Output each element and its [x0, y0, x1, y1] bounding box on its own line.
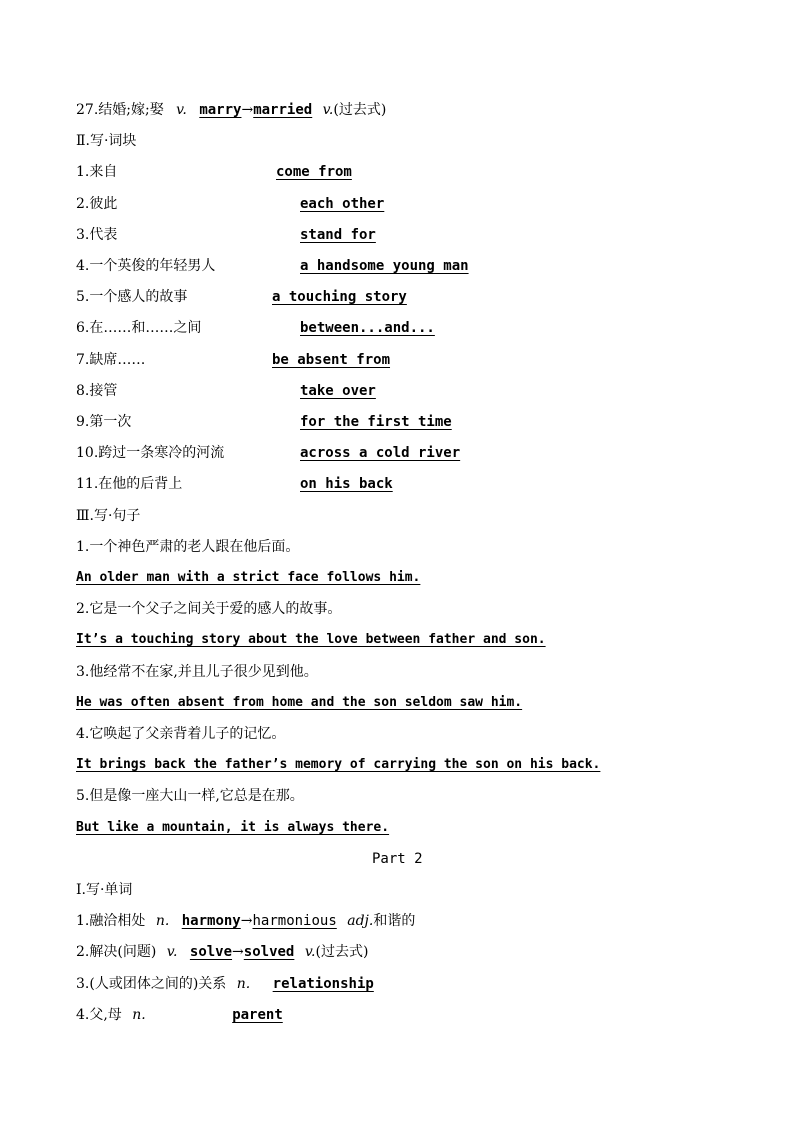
sentence-prompt: 3.他经常不在家,并且儿子很少见到他。: [76, 664, 318, 680]
pos-tag: v.: [166, 944, 178, 960]
answer-word: solved: [243, 944, 295, 960]
sentence-answer: It’s a touching story about the love between father and son.: [76, 632, 546, 647]
vocab-item: [76, 911, 415, 931]
phrase-answer: between...and...: [300, 320, 435, 336]
vocab-item: [76, 942, 368, 962]
phrase-answer: be absent from: [272, 352, 391, 368]
note: (过去式): [333, 102, 387, 118]
sentence-answer: An older man with a strict face follows him.: [76, 570, 421, 585]
phrase-label: 11.在他的后背上: [76, 476, 183, 492]
item-label: 27.结婚;嫁;娶: [76, 102, 164, 118]
arrow-icon: →: [232, 944, 244, 960]
pos-tag: v.: [304, 944, 316, 960]
phrase-label: 7.缺席……: [76, 352, 146, 368]
item-label: 3.(人或团体之间的)关系: [76, 976, 227, 992]
vocab-item: [76, 974, 374, 994]
phrase-label: 6.在……和……之间: [76, 320, 202, 336]
section-title: Ⅲ.写·句子: [76, 508, 141, 524]
phrase-answer: take over: [300, 383, 376, 399]
phrase-answer: a handsome young man: [300, 258, 469, 274]
phrase-label: 3.代表: [76, 227, 118, 243]
phrase-label: 2.彼此: [76, 196, 118, 212]
phrase-label: 1.来自: [76, 164, 118, 180]
phrase-answer: across a cold river: [300, 445, 461, 461]
phrase-answer: a touching story: [272, 289, 407, 305]
item-label: 4.父,母: [76, 1007, 122, 1023]
phrase-label: 10.跨过一条寒冷的河流: [76, 445, 225, 461]
sentence-prompt: 2.它是一个父子之间关于爱的感人的故事。: [76, 601, 342, 617]
part-title: Part 2: [372, 851, 423, 867]
phrase-answer: each other: [300, 196, 385, 212]
phrase-label: 8.接管: [76, 383, 118, 399]
sentence-prompt: 1.一个神色严肃的老人跟在他后面。: [76, 539, 300, 555]
vocab-item-27: [76, 100, 386, 120]
item-label: 2.解决(问题): [76, 944, 157, 960]
pos-tag: n.: [155, 913, 170, 929]
pos-tag: v.: [322, 102, 334, 118]
arrow-icon: →: [241, 102, 254, 118]
arrow-icon: →: [240, 913, 253, 929]
phrase-label: 5.一个感人的故事: [76, 289, 188, 305]
pos-tag: n.: [132, 1007, 146, 1023]
item-label: 1.融洽相处: [76, 913, 146, 929]
sentence-prompt: 4.它唤起了父亲背着儿子的记忆。: [76, 726, 286, 742]
sentence-prompt: 5.但是像一座大山一样,它总是在那。: [76, 788, 304, 804]
answer-word: harmonious: [252, 913, 337, 929]
phrase-label: 4.一个英俊的年轻男人: [76, 258, 216, 274]
note: 和谐的: [373, 913, 416, 929]
answer-word: relationship: [272, 976, 374, 992]
section-title: Ⅱ.写·词块: [76, 133, 137, 149]
sentence-answer: It brings back the father’s memory of carrying the son on his back.: [76, 757, 601, 772]
pos-tag: v.: [176, 102, 187, 118]
pos-tag: adj.: [347, 913, 374, 929]
sentence-answer: But like a mountain, it is always there.: [76, 820, 390, 835]
vocab-item: [76, 1005, 283, 1025]
phrase-label: 9.第一次: [76, 414, 132, 430]
phrase-answer: come from: [276, 164, 352, 180]
phrase-answer: for the first time: [300, 414, 452, 430]
answer-word: marry: [199, 102, 242, 118]
answer-word: parent: [232, 1007, 283, 1023]
phrase-answer: stand for: [300, 227, 376, 243]
answer-word: married: [253, 102, 313, 118]
sentence-answer: He was often absent from home and the son seldom saw him.: [76, 695, 523, 710]
section-title: Ⅰ.写·单词: [76, 882, 133, 898]
answer-word: solve: [189, 944, 233, 960]
note: (过去式): [315, 944, 369, 960]
answer-word: harmony: [181, 913, 241, 929]
pos-tag: n.: [236, 976, 251, 992]
phrase-answer: on his back: [300, 476, 393, 492]
